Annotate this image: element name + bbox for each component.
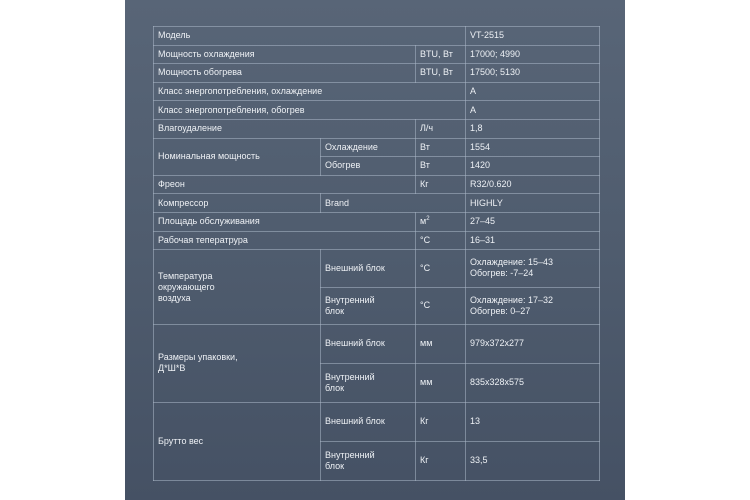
dehumid-value: 1,8 (466, 119, 600, 138)
table-row (154, 194, 600, 213)
gross-outdoor-unit: Кг (416, 402, 466, 441)
nominal-label: Номинальная мощность (154, 138, 321, 175)
model-value: VT-2515 (466, 27, 600, 46)
ambient-indoor-unit: °C (416, 287, 466, 324)
table-row (154, 64, 600, 83)
nominal-cool-sub: Охлаждение (321, 138, 416, 157)
nominal-heat-unit: Вт (416, 157, 466, 176)
energy-cool-value: A (466, 82, 600, 101)
package-indoor-value: 835x328x575 (466, 363, 600, 402)
package-indoor-sub: Внутренний блок (321, 363, 416, 402)
work-temp-value: 16–31 (466, 231, 600, 250)
area-unit: $м^2$ (416, 212, 466, 231)
energy-cool-label: Класс энергопотребления, охлаждение (154, 82, 466, 101)
heat-power-value: 17500; 5130 (466, 64, 600, 83)
package-indoor-unit: мм (416, 363, 466, 402)
energy-heat-label: Класс энергопотребления, обогрев (154, 101, 466, 120)
dehumid-unit: Л/ч (416, 119, 466, 138)
energy-heat-value: A (466, 101, 600, 120)
ambient-indoor-sub: Внутренний блок (321, 287, 416, 324)
gross-label: Брутто вес (154, 402, 321, 480)
nominal-heat-value: 1420 (466, 157, 600, 176)
table-row (154, 324, 600, 363)
table-row (154, 402, 600, 441)
compressor-value: HIGHLY (466, 194, 600, 213)
gross-indoor-value: 33,5 (466, 441, 600, 480)
heat-power-label: Мощность обогрева (154, 64, 416, 83)
table-row (154, 119, 600, 138)
work-temp-label: Рабочая теператрура (154, 231, 416, 250)
heat-power-unit: BTU, Вт (416, 64, 466, 83)
table-row (154, 138, 600, 157)
table-row (154, 45, 600, 64)
table-row (154, 82, 600, 101)
cool-power-unit: BTU, Вт (416, 45, 466, 64)
cool-power-value: 17000; 4990 (466, 45, 600, 64)
ambient-outdoor-value: Охлаждение: 15–43 Обогрев: -7–24 (466, 250, 600, 287)
gross-outdoor-value: 13 (466, 402, 600, 441)
nominal-cool-unit: Вт (416, 138, 466, 157)
table-row (154, 175, 600, 194)
work-temp-unit: °C (416, 231, 466, 250)
ambient-outdoor-unit: °C (416, 250, 466, 287)
nominal-heat-sub: Обогрев (321, 157, 416, 176)
spec-table (153, 26, 600, 481)
package-outdoor-value: 979x372x277 (466, 324, 600, 363)
area-label: Площадь обслуживания (154, 212, 416, 231)
table-row (154, 212, 600, 231)
ambient-label: Температура окружающего воздуха (154, 250, 321, 325)
table-row (154, 250, 600, 287)
area-unit-sup: 2 (426, 216, 430, 223)
gross-outdoor-sub: Внешний блок (321, 402, 416, 441)
freon-label: Фреон (154, 175, 416, 194)
compressor-label: Компрессор (154, 194, 321, 213)
ambient-outdoor-sub: Внешний блок (321, 250, 416, 287)
nominal-cool-value: 1554 (466, 138, 600, 157)
package-outdoor-sub: Внешний блок (321, 324, 416, 363)
gross-indoor-unit: Кг (416, 441, 466, 480)
table-row (154, 27, 600, 46)
compressor-sub: Brand (321, 194, 466, 213)
ambient-indoor-value: Охлаждение: 17–32 Обогрев: 0–27 (466, 287, 600, 324)
package-label: Размеры упаковки, Д*Ш*В (154, 324, 321, 402)
freon-unit: Кг (416, 175, 466, 194)
table-row (154, 231, 600, 250)
dehumid-label: Влагоудаление (154, 119, 416, 138)
gross-indoor-sub: Внутренний блок (321, 441, 416, 480)
area-value: 27–45 (466, 212, 600, 231)
table-row (154, 101, 600, 120)
cool-power-label: Мощность охлаждения (154, 45, 416, 64)
freon-value: R32/0.620 (466, 175, 600, 194)
package-outdoor-unit: мм (416, 324, 466, 363)
model-label: Модель (154, 27, 466, 46)
